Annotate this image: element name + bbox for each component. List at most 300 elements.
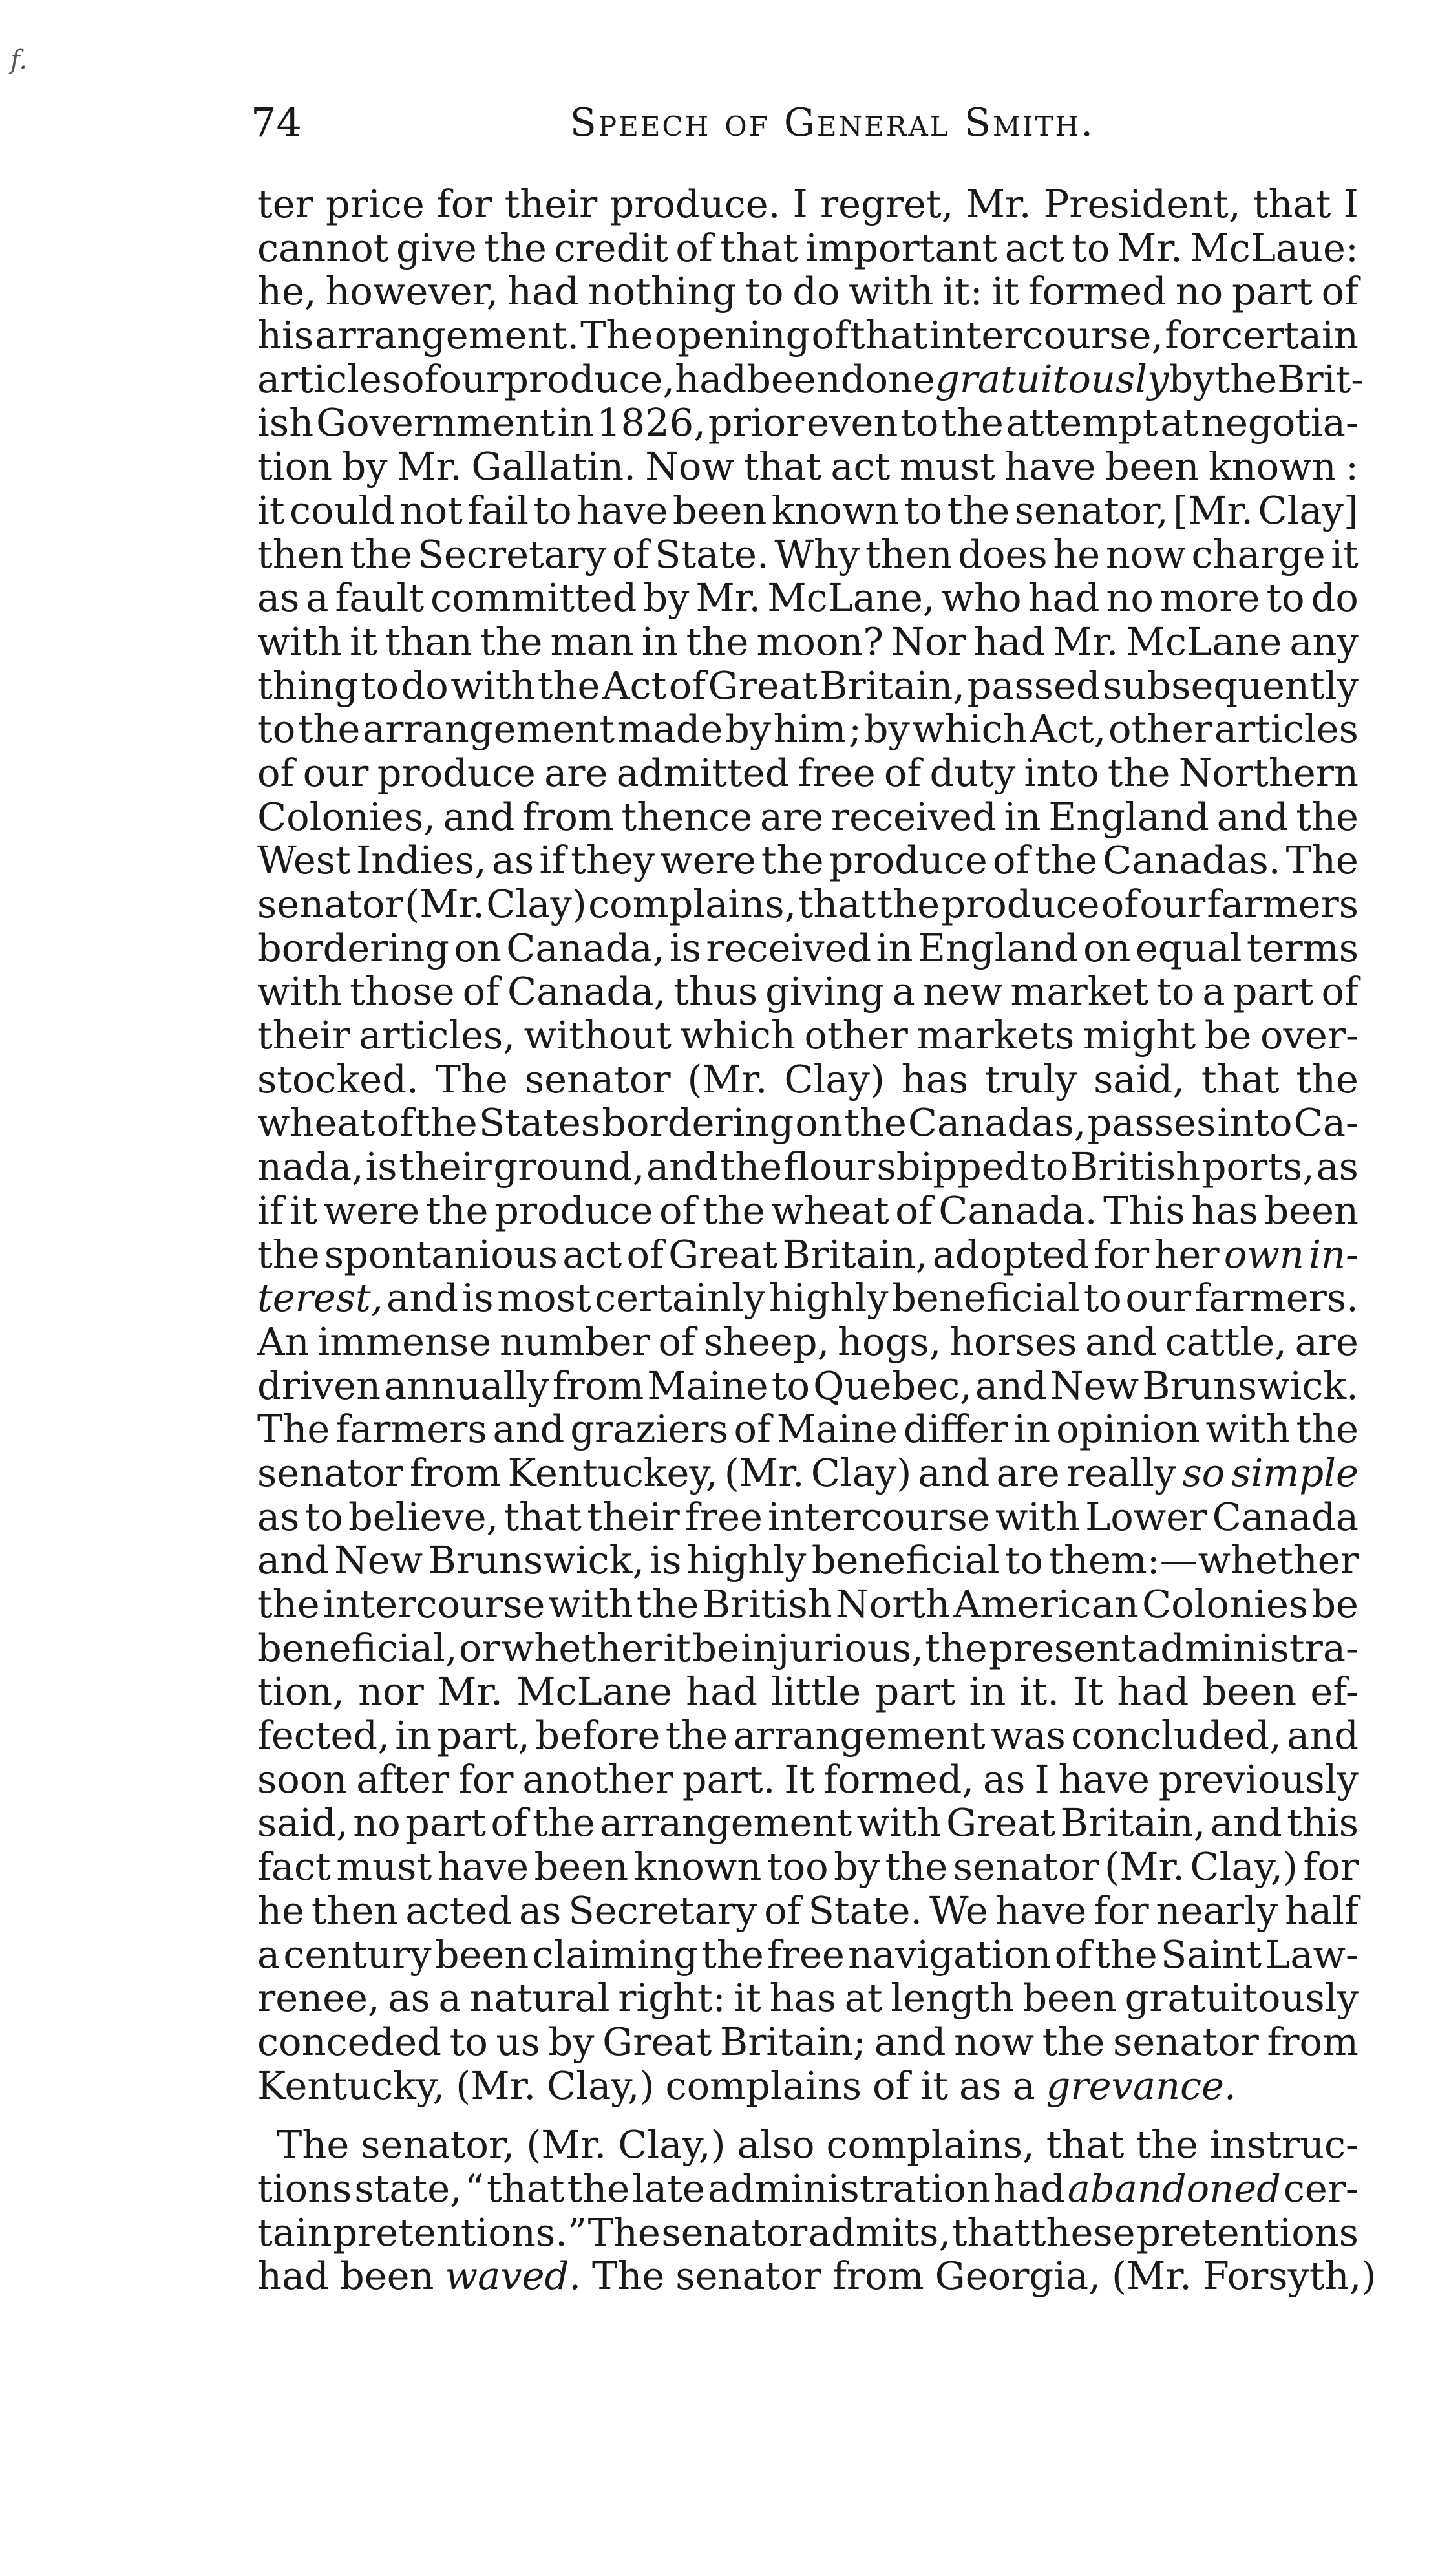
word: annually	[384, 1363, 549, 1408]
word: produce.	[609, 182, 781, 226]
word: senator	[661, 2209, 808, 2255]
word: as	[257, 575, 300, 621]
word: believe,	[348, 1494, 499, 1539]
word: said,	[257, 1800, 348, 1846]
word: too	[767, 1844, 829, 1889]
word: of	[659, 1187, 697, 1233]
word: Government	[315, 400, 555, 445]
word: us	[496, 2019, 540, 2064]
word: the	[1296, 794, 1359, 839]
word: Secretary	[418, 531, 607, 577]
word: cer-	[1283, 2166, 1359, 2211]
word: her	[1154, 1231, 1220, 1277]
word: to	[533, 487, 572, 533]
word: [Mr.	[1173, 487, 1253, 533]
word: been	[534, 1844, 629, 1889]
word: for	[1303, 1844, 1359, 1889]
word: our	[438, 356, 505, 401]
word: to	[304, 1494, 343, 1539]
word: and	[1085, 1319, 1157, 1364]
word: giving	[765, 969, 885, 1014]
text-line	[257, 2211, 1359, 2255]
text-line	[257, 1014, 1359, 1058]
word: admits,	[808, 2209, 951, 2255]
word: the	[1296, 1056, 1359, 1102]
word: and	[257, 1538, 329, 1583]
word: The	[257, 1407, 330, 1452]
word: hogs,	[838, 1319, 942, 1364]
word: from	[409, 1450, 502, 1495]
word: their	[587, 1494, 680, 1539]
word: beneficial,	[257, 1625, 458, 1670]
word: give	[396, 225, 477, 270]
word: the	[1296, 1407, 1359, 1452]
word: more	[1159, 575, 1260, 621]
word: if	[257, 1187, 284, 1233]
word: We	[929, 1888, 988, 1933]
word: subsequently	[1103, 663, 1359, 708]
word: sbipped	[876, 1144, 1029, 1189]
text-line	[257, 1845, 1359, 1889]
word: ish	[257, 400, 314, 445]
word: on	[454, 925, 502, 970]
word: the	[567, 2166, 630, 2211]
word: the	[350, 531, 412, 577]
word: of	[764, 1888, 801, 1933]
word: the	[761, 838, 824, 883]
word: other	[1108, 707, 1212, 752]
word: fail	[467, 487, 529, 533]
word: immense	[317, 1319, 492, 1364]
word: senator,	[1014, 487, 1169, 533]
word: in	[395, 1713, 432, 1758]
word: been	[1022, 1975, 1117, 2021]
word: not	[399, 487, 463, 533]
word: have	[1058, 1756, 1150, 1802]
word: into	[1217, 1100, 1293, 1145]
text-line	[257, 882, 1359, 926]
word: before	[535, 1713, 661, 1758]
text-line	[257, 1276, 1359, 1320]
word: The	[277, 2122, 350, 2167]
word: England	[1048, 794, 1209, 839]
word: Ca-	[1293, 1100, 1359, 1145]
word: highly	[768, 1275, 889, 1321]
word: articles	[257, 356, 402, 401]
word: truly	[985, 1056, 1077, 1102]
word: I	[792, 182, 808, 226]
word: another	[522, 1756, 673, 1802]
word: after	[356, 1756, 450, 1802]
word: been	[746, 356, 841, 401]
word: produce	[829, 838, 988, 883]
word: and	[1216, 794, 1289, 839]
word: those	[350, 969, 455, 1014]
word: Canadas,	[907, 1100, 1086, 1145]
word: of	[1101, 882, 1139, 926]
word: it	[350, 619, 377, 664]
text-line	[257, 1670, 1359, 1714]
text-line	[257, 2253, 1377, 2299]
word: which	[680, 1013, 796, 1058]
word: any	[1289, 619, 1359, 664]
word: arrangement.	[315, 313, 580, 358]
text-line	[257, 620, 1359, 664]
word: administra-	[1137, 1625, 1359, 1670]
word: received	[706, 925, 872, 970]
word: for	[1094, 1231, 1150, 1277]
word: England	[917, 925, 1079, 970]
word: of	[401, 356, 439, 401]
word: of	[257, 750, 295, 795]
word: the	[297, 707, 361, 752]
word: is	[650, 1538, 682, 1583]
word: credit	[554, 225, 668, 270]
word: whether	[501, 1625, 662, 1670]
word: in	[876, 925, 913, 970]
text-line	[257, 1582, 1359, 1626]
word: farmers	[1207, 882, 1359, 926]
word: by	[341, 444, 388, 489]
word: then	[865, 531, 953, 577]
word: that	[798, 882, 876, 926]
word: complains	[665, 2063, 862, 2108]
text-line	[257, 2123, 1359, 2167]
word: have	[576, 487, 668, 533]
word: Great	[708, 663, 818, 708]
word: the	[686, 619, 749, 664]
word: to	[745, 269, 784, 314]
word: free	[685, 1494, 763, 1539]
word: cattle,	[1165, 1319, 1287, 1364]
text-line	[257, 356, 1364, 401]
word: ter	[257, 182, 313, 226]
word: Britain,	[1060, 1800, 1206, 1846]
word: moon?	[756, 619, 883, 664]
word: part.	[682, 1756, 776, 1802]
word: to	[904, 487, 943, 533]
word: (Mr.	[687, 1056, 768, 1102]
text-line	[257, 1233, 1359, 1277]
word: the	[844, 1100, 907, 1145]
word: passes	[1087, 1100, 1216, 1145]
word: senator	[675, 2253, 822, 2299]
word: nada,	[257, 1144, 364, 1189]
word: Colonies,	[257, 794, 436, 839]
word: does	[958, 531, 1048, 577]
text-line	[257, 1364, 1359, 1408]
word: Canadas.	[1103, 838, 1281, 883]
word: 1826,	[597, 400, 706, 445]
word: to	[1072, 225, 1110, 270]
word: wheat	[257, 1100, 375, 1145]
text-line	[257, 489, 1359, 533]
word: had	[1028, 575, 1100, 621]
word: act	[1004, 225, 1064, 270]
word: Kentucky,	[257, 2063, 445, 2108]
word: opinion	[1056, 1407, 1200, 1452]
word: if	[539, 838, 566, 883]
word: of	[462, 969, 500, 1014]
word: Clay,)	[1190, 1844, 1298, 1889]
word: little	[771, 1669, 862, 1714]
word: senator	[1113, 2019, 1259, 2064]
word: intercourse	[323, 1582, 545, 1626]
word: administration	[707, 2166, 991, 2211]
word: they	[571, 838, 655, 883]
word: by	[548, 2019, 595, 2064]
word: adopted	[932, 1231, 1090, 1277]
word: produce	[377, 750, 536, 795]
word: a	[892, 969, 915, 1014]
word: of	[883, 750, 922, 795]
word: of	[1321, 269, 1359, 314]
word: are	[1295, 1319, 1359, 1364]
word: the	[703, 1187, 765, 1233]
word: soon	[257, 1756, 348, 1802]
word: Georgia,	[935, 2253, 1101, 2299]
word: our	[1125, 1275, 1192, 1321]
word: might	[1083, 1013, 1196, 1058]
word: negotia-	[1201, 400, 1359, 445]
word: it:	[942, 269, 983, 314]
word: he,	[257, 269, 317, 314]
word: been	[339, 2253, 434, 2299]
word: the	[415, 1100, 478, 1145]
word: State.	[808, 1888, 923, 1933]
word: the	[1136, 2122, 1198, 2167]
word: and	[1210, 1800, 1282, 1846]
word: Nor	[891, 619, 966, 664]
word: regret,	[820, 182, 954, 226]
word: McLaue:	[1190, 225, 1359, 270]
text-line	[257, 1101, 1359, 1145]
text-line	[257, 1626, 1359, 1670]
word: British	[702, 1582, 832, 1626]
text-line	[257, 1145, 1359, 1189]
word: attempt	[1006, 400, 1158, 445]
word: beneficial	[892, 1275, 1081, 1321]
word: The	[1285, 838, 1359, 883]
word: Clay)	[784, 1056, 885, 1102]
word: with	[257, 969, 343, 1014]
italic-word: so	[1182, 1450, 1225, 1495]
word: arrangement	[363, 707, 615, 752]
word: tions	[257, 2166, 352, 2211]
word: Great	[946, 1800, 1056, 1846]
word: part,	[437, 1713, 530, 1758]
word: Now	[645, 444, 734, 489]
italic-word: abandoned	[1067, 2166, 1281, 2211]
word: that	[951, 2209, 1030, 2255]
word: “	[464, 2166, 485, 2211]
word: The	[435, 1056, 508, 1102]
word: to	[900, 400, 939, 445]
word: part	[874, 1669, 956, 1714]
word: with	[856, 1800, 942, 1846]
word: the	[425, 1187, 489, 1233]
word: of	[1321, 969, 1359, 1014]
word: their	[399, 1144, 492, 1189]
word: It	[784, 1756, 815, 1802]
word: do	[401, 663, 449, 708]
word: acted	[405, 1888, 513, 1933]
word: of	[612, 531, 650, 577]
word: made	[617, 707, 723, 752]
word: market	[1010, 969, 1149, 1014]
word: he	[257, 1888, 304, 1933]
word: senator	[257, 882, 403, 926]
word: free	[767, 1932, 845, 1977]
word: are	[544, 750, 608, 795]
word: nearly	[1156, 1888, 1278, 1933]
word: driven	[257, 1363, 381, 1408]
italic-word: gratuitously	[935, 356, 1169, 401]
word: however,	[325, 269, 499, 314]
word: a	[306, 575, 329, 621]
word: has	[901, 1056, 969, 1102]
word: navigation	[847, 1932, 1052, 1977]
word: (Mr.	[1111, 2253, 1192, 2299]
word: his	[257, 313, 314, 358]
word: which	[912, 707, 1028, 752]
word: farmers.	[1194, 1275, 1359, 1321]
page-number: 74	[251, 99, 302, 146]
word: of	[491, 1800, 528, 1846]
word: is	[461, 1275, 494, 1321]
word: known	[1208, 444, 1337, 489]
word: had	[686, 1669, 758, 1714]
word: Gallatin.	[471, 444, 636, 489]
text-line	[257, 1320, 1359, 1364]
word: the	[537, 663, 600, 708]
word: (Mr.	[724, 1450, 805, 1495]
word: part	[1232, 969, 1314, 1014]
word: he	[1053, 531, 1101, 577]
word: length	[891, 1975, 1015, 2021]
word: with	[995, 1494, 1080, 1539]
word: without	[524, 1013, 672, 1058]
word: that	[1253, 182, 1331, 226]
word: Maine	[776, 1407, 898, 1452]
word: certain	[1221, 313, 1359, 358]
word: are	[759, 794, 824, 839]
word: Brit-	[1277, 356, 1364, 401]
word: (Mr.	[1105, 1844, 1185, 1889]
word: has	[1191, 1187, 1258, 1233]
text-line	[257, 1058, 1359, 1102]
word: act	[830, 444, 891, 489]
word: no	[1106, 575, 1154, 621]
word: that	[850, 313, 928, 358]
corner-pencil-mark: f.	[10, 45, 28, 75]
word: were	[323, 1187, 420, 1233]
word: of	[811, 313, 849, 358]
word: do	[792, 269, 840, 314]
word: with	[849, 269, 934, 314]
word: pretentions	[1136, 2209, 1359, 2255]
word: of	[675, 225, 713, 270]
word: it	[1331, 531, 1359, 577]
word: senator	[524, 1056, 671, 1102]
word: a	[438, 1975, 461, 2021]
word: the	[1214, 356, 1278, 401]
word: other	[804, 1013, 908, 1058]
word: man	[550, 619, 634, 664]
word: the	[877, 882, 940, 926]
word: Mr.	[1117, 225, 1183, 270]
word: conceded	[257, 2019, 441, 2064]
text-line	[257, 751, 1359, 795]
word: and	[492, 1407, 565, 1452]
word: be	[692, 1625, 739, 1670]
word: complains,	[826, 2122, 1035, 2167]
text-line	[257, 1189, 1359, 1233]
word: the	[941, 400, 1004, 445]
word: the	[947, 487, 1010, 533]
word: with	[450, 663, 536, 708]
word: pretentions.”	[333, 2209, 587, 2255]
word: known	[633, 1844, 762, 1889]
word: the	[1095, 1932, 1158, 1977]
word: the	[665, 1713, 728, 1758]
word: the	[533, 1800, 595, 1846]
word: in	[557, 400, 595, 445]
word: the	[1035, 838, 1097, 883]
text-line	[257, 1758, 1359, 1802]
word: senator	[257, 1450, 403, 1495]
word: from	[552, 1363, 644, 1408]
word: (Mr.	[456, 2063, 536, 2108]
word: Why	[774, 531, 860, 577]
word: free	[798, 750, 876, 795]
word: highly	[686, 1538, 807, 1583]
word: British	[1070, 1144, 1201, 1189]
word: certainly	[595, 1275, 766, 1321]
word: the	[925, 1625, 988, 1670]
text-line	[257, 226, 1359, 270]
word: to	[1030, 1144, 1069, 1189]
word: these	[1030, 2209, 1136, 2255]
word: Forsyth,)	[1202, 2253, 1377, 2299]
word: received	[830, 794, 997, 839]
word: ;	[849, 707, 862, 752]
word: our	[302, 750, 369, 795]
word: part	[1232, 269, 1313, 314]
word: it	[663, 1625, 691, 1670]
word: it	[290, 1187, 317, 1233]
word: in	[641, 619, 679, 664]
word: and	[975, 1363, 1047, 1408]
word: spontanious	[324, 1231, 558, 1277]
word: ground,	[493, 1144, 645, 1189]
italic-word: grevance.	[1046, 2063, 1236, 2108]
word: bordering	[257, 925, 450, 970]
word: Clay)	[810, 1450, 912, 1495]
word: their	[257, 1013, 350, 1058]
word: part	[405, 1800, 486, 1846]
word: stocked.	[257, 1056, 419, 1102]
word: This	[1103, 1187, 1185, 1233]
word: nothing	[587, 269, 737, 314]
word: concluded,	[1071, 1713, 1282, 1758]
word: produce	[494, 1187, 653, 1233]
word: and	[918, 1450, 990, 1495]
word: Law-	[1265, 1932, 1359, 1977]
word: have	[437, 1844, 529, 1889]
word: that	[1201, 1056, 1280, 1102]
word: as	[982, 1756, 1026, 1802]
